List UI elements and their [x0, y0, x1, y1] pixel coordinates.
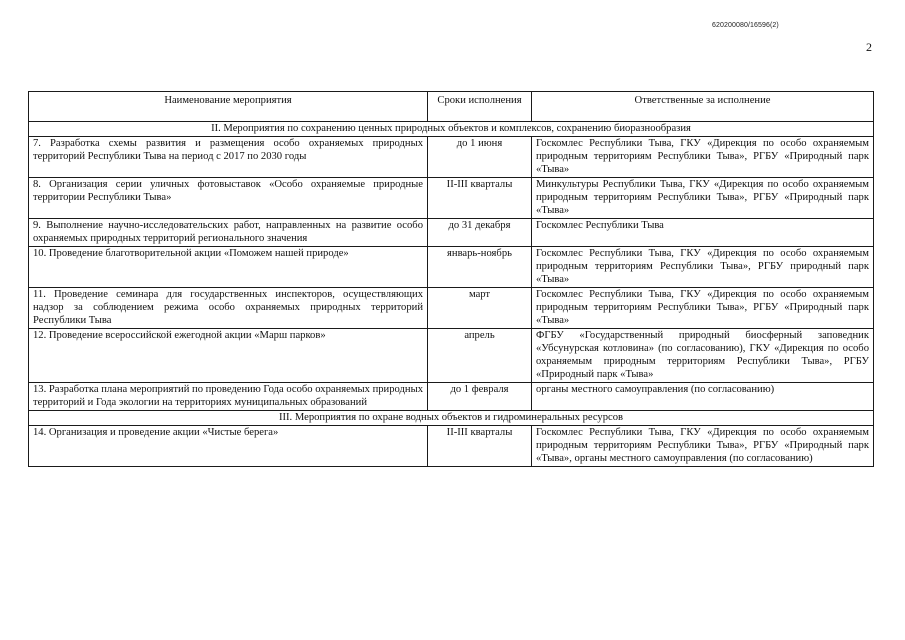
section-row: [29, 411, 874, 426]
event-name: 9. Выполнение научно-исследовательских работ, направленных на развитие особо охраняемых природных территорий регионального значения: [29, 219, 428, 247]
table-row: [29, 247, 874, 288]
event-term: апрель: [428, 329, 532, 383]
event-name: 10. Проведение благотворительной акции «Поможем нашей природе»: [29, 247, 428, 288]
event-name: 8. Организация серии уличных фотовыставок «Особо охраняемые природные территории Республики Тыва»: [29, 178, 428, 219]
document-id: 620200080/16596(2): [712, 22, 779, 29]
section-title: II. Мероприятия по сохранению ценных природных объектов и комплексов, сохранению биоразнообразия: [29, 122, 874, 137]
table-row: [29, 383, 874, 411]
event-term: до 1 февраля: [428, 383, 532, 411]
table-row: [29, 329, 874, 383]
event-term: до 1 июня: [428, 137, 532, 178]
table-row: [29, 426, 874, 467]
header-term: Сроки исполнения: [428, 92, 532, 122]
event-name: 7. Разработка схемы развития и размещения особо охраняемых природных территорий Республики Тыва на период с 2017 по 2030 годы: [29, 137, 428, 178]
event-responsible: Госкомлес Республики Тыва, ГКУ «Дирекция по особо охраняемым природным территориям Республики Тыва», РГБУ «Природный парк «Тыва»: [532, 288, 874, 329]
section-row: [29, 122, 874, 137]
section-title: III. Мероприятия по охране водных объектов и гидроминеральных ресурсов: [29, 411, 874, 426]
event-term: март: [428, 288, 532, 329]
event-name: 12. Проведение всероссийской ежегодной акции «Марш парков»: [29, 329, 428, 383]
event-responsible: Госкомлес Республики Тыва: [532, 219, 874, 247]
events-table: [28, 91, 874, 467]
table-row: [29, 288, 874, 329]
page-number: 2: [866, 40, 872, 54]
header-responsible: Ответственные за исполнение: [532, 92, 874, 122]
event-responsible: Госкомлес Республики Тыва, ГКУ «Дирекция по особо охраняемым природным территориям Республики Тыва», РГБУ природный парк «Тыва»: [532, 247, 874, 288]
table-header-row: [29, 92, 874, 122]
event-responsible: Госкомлес Республики Тыва, ГКУ «Дирекция по особо охраняемым природным территориям Республики Тыва», РГБУ «Природный парк «Тыва», органы местного самоуправления (по согласованию): [532, 426, 874, 467]
event-responsible: ФГБУ «Государственный природный биосферный заповедник «Убсунурская котловина» (по согласованию), ГКУ «Дирекция по особо охраняемым природным территориям Республики Тыва», РГБУ «Природный парк «Тыва»: [532, 329, 874, 383]
event-responsible: органы местного самоуправления (по согласованию): [532, 383, 874, 411]
event-term: II-III кварталы: [428, 426, 532, 467]
table-row: [29, 178, 874, 219]
event-responsible: Минкультуры Республики Тыва, ГКУ «Дирекция по особо охраняемым природным территориям Республики Тыва», РГБУ «Природный парк «Тыва»: [532, 178, 874, 219]
table-row: [29, 219, 874, 247]
header-name: Наименование мероприятия: [29, 92, 428, 122]
event-responsible: Госкомлес Республики Тыва, ГКУ «Дирекция по особо охраняемым природным территориям Республики Тыва», РГБУ «Природный парк «Тыва»: [532, 137, 874, 178]
table-row: [29, 137, 874, 178]
event-name: 14. Организация и проведение акции «Чистые берега»: [29, 426, 428, 467]
event-term: январь-ноябрь: [428, 247, 532, 288]
event-term: II-III кварталы: [428, 178, 532, 219]
event-name: 11. Проведение семинара для государственных инспекторов, осуществляющих надзор за соблюдением режима особо охраняемых природных территорий Республики Тыва: [29, 288, 428, 329]
event-name: 13. Разработка плана мероприятий по проведению Года особо охраняемых природных территорий и Года экологии на территориях муниципальных образований: [29, 383, 428, 411]
event-term: до 31 декабря: [428, 219, 532, 247]
